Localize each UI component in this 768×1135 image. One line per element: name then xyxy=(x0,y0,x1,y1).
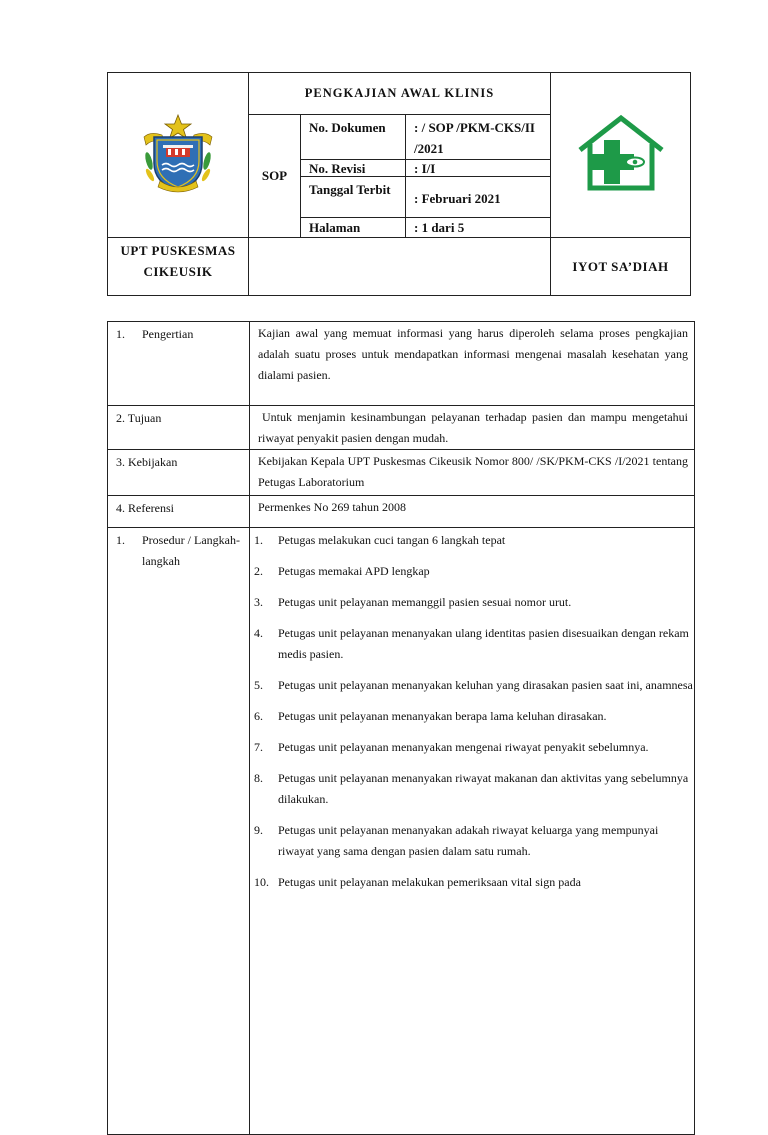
regency-emblem-logo xyxy=(130,111,226,195)
procedure-steps-list xyxy=(254,530,694,893)
doc-number-value: : / SOP /PKM-CKS/II /2021 xyxy=(406,115,551,160)
section-label: 3. Kebijakan xyxy=(108,450,250,496)
section-label: 4. Referensi xyxy=(108,496,250,528)
regency-emblem-cell xyxy=(108,73,249,238)
step-text: Petugas unit pelayanan menanyakan ulang identitas pasien disesuaikan dengan rekam medis pasien. xyxy=(278,626,689,661)
step-text: Petugas melakukan cuci tangan 6 langkah tepat xyxy=(278,533,506,547)
step-number: 10. xyxy=(254,875,269,889)
step-text: Petugas unit pelayanan melakukan pemeriksaan vital sign pada xyxy=(278,875,581,889)
step-number: 5. xyxy=(254,678,263,692)
procedure-step xyxy=(254,530,694,551)
revision-label: No. Revisi xyxy=(301,160,406,177)
step-number: 6. xyxy=(254,709,263,723)
step-text: Petugas unit pelayanan menanyakan mengenai riwayat penyakit sebelumnya. xyxy=(278,740,649,754)
step-text: Petugas unit pelayanan menanyakan riwayat makanan dan aktivitas yang sebelumnya dilakukan. xyxy=(278,771,689,806)
section-row xyxy=(108,322,695,406)
step-number: 1. xyxy=(254,533,263,547)
step-text: Petugas unit pelayanan menanyakan adakah riwayat keluarga yang mempunyai riwayat yang sama dengan pasien dalam satu rumah. xyxy=(278,823,659,858)
step-text: Petugas memakai APD lengkap xyxy=(278,564,430,578)
document-title: PENGKAJIAN AWAL KLINIS xyxy=(249,73,551,115)
section-text: Untuk menjamin kesinambungan pelayanan terhadap pasien dan mampu mengetahui riwayat penyakit pasien dengan mudah. xyxy=(250,406,695,450)
section-number: 2. xyxy=(116,411,125,425)
page-label: Halaman xyxy=(301,218,406,238)
section-row xyxy=(108,450,695,496)
step-text: Petugas unit pelayanan memanggil pasien sesuai nomor urut. xyxy=(278,595,572,609)
doc-number-label: No. Dokumen xyxy=(301,115,406,160)
blank-cell xyxy=(249,238,551,296)
section-row xyxy=(108,496,695,528)
procedure-step xyxy=(254,737,694,758)
sop-content-table xyxy=(107,321,695,1135)
section-label: 1. Pengertian xyxy=(108,322,250,406)
step-number: 2. xyxy=(254,564,263,578)
step-number: 9. xyxy=(254,823,263,837)
signatory-name: IYOT SA’DIAH xyxy=(551,238,691,296)
section-text: Permenkes No 269 tahun 2008 xyxy=(250,496,695,528)
procedure-step xyxy=(254,768,694,810)
section-text: Kajian awal yang memuat informasi yang harus diperoleh selama proses pengkajian adalah suatu proses untuk mendapatkan informasi mengenai masalah kesehatan yang dialami pasien. xyxy=(250,322,695,406)
institution-name: UPT PUSKESMAS CIKEUSIK xyxy=(108,238,249,296)
puskesmas-logo-cell xyxy=(551,73,691,238)
procedure-step xyxy=(254,592,694,613)
sop-label: SOP xyxy=(249,115,301,238)
procedure-step xyxy=(254,706,694,727)
step-text: Petugas unit pelayanan menanyakan berapa lama keluhan dirasakan. xyxy=(278,709,607,723)
page-value: : 1 dari 5 xyxy=(406,218,551,238)
step-text: Petugas unit pelayanan menanyakan keluhan yang dirasakan pasien saat ini, anamnesa xyxy=(278,678,693,692)
puskesmas-logo xyxy=(574,114,668,192)
revision-value: : I/I xyxy=(406,160,551,177)
step-number: 4. xyxy=(254,626,263,640)
section-label: 2. Tujuan xyxy=(108,406,250,450)
procedure-number: 1. xyxy=(116,533,125,547)
step-number: 7. xyxy=(254,740,263,754)
section-text: Kebijakan Kepala UPT Puskesmas Cikeusik Nomor 800/ /SK/PKM-CKS /I/2021 tentang Petugas Laboratorium xyxy=(250,450,695,496)
section-number: 3. xyxy=(116,455,125,469)
issue-date-value: : Februari 2021 xyxy=(406,177,551,218)
procedure-step xyxy=(254,872,694,893)
step-number: 3. xyxy=(254,595,263,609)
document-header-table xyxy=(107,72,691,296)
procedure-step xyxy=(254,675,694,696)
step-number: 8. xyxy=(254,771,263,785)
issue-date-label: Tanggal Terbit xyxy=(301,177,406,218)
section-number: 1. xyxy=(116,327,125,341)
section-number: 4. xyxy=(116,501,125,515)
procedure-step xyxy=(254,820,694,862)
procedure-step xyxy=(254,561,694,582)
procedure-label: 1. Prosedur / Langkah-langkah xyxy=(108,528,250,1135)
section-row xyxy=(108,406,695,450)
procedure-steps-cell xyxy=(250,528,695,1135)
procedure-step xyxy=(254,623,694,665)
procedure-row xyxy=(108,528,695,1135)
